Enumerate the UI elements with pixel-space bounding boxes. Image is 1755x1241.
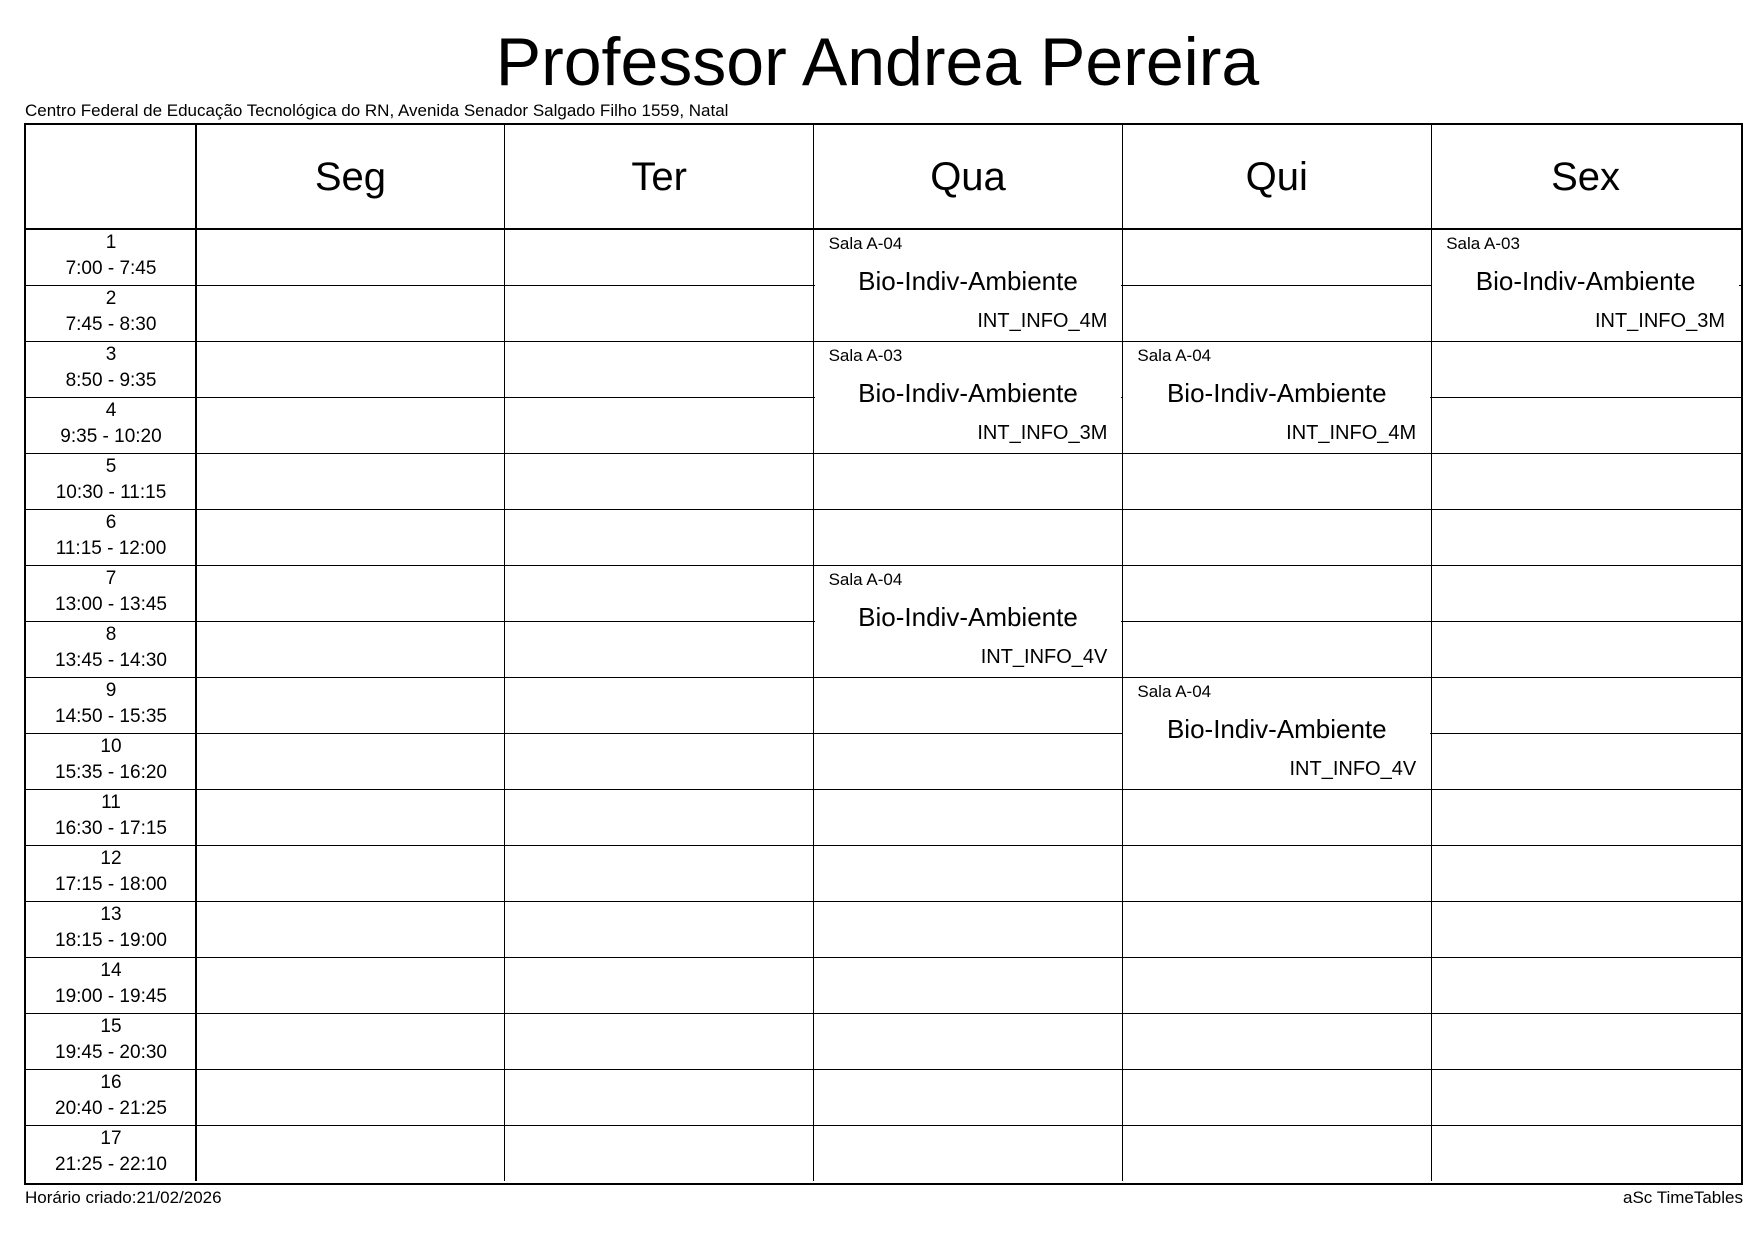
period-label [26,621,196,677]
period-time: 8:50 - 9:35 [65,370,157,391]
row-divider [26,845,1741,846]
period-number: 15 [100,1016,122,1037]
page-title: Professor Andrea Pereira [495,24,1260,100]
period-label [26,229,196,285]
period-time: 21:25 - 22:10 [55,1154,167,1175]
timetable-grid [24,123,1743,1185]
period-number: 17 [100,1128,122,1149]
period-time: 7:00 - 7:45 [65,258,157,279]
period-time: 19:45 - 20:30 [55,1042,167,1063]
period-number: 16 [100,1072,122,1093]
column-divider [504,125,505,1181]
day-header: Ter [631,154,687,199]
lesson-subject: Bio-Indiv-Ambiente [858,602,1078,632]
lesson-subject: Bio-Indiv-Ambiente [1166,378,1387,408]
row-divider [26,1013,1741,1014]
lesson-class: INT_INFO_4M [977,310,1108,332]
period-label [26,957,196,1013]
row-divider [26,957,1741,958]
period-number: 6 [105,512,117,533]
row-divider [26,677,1741,678]
lesson-card[interactable] [815,230,1122,340]
row-divider [26,1125,1741,1126]
lesson-card[interactable] [1432,230,1739,340]
period-label [26,1069,196,1125]
period-label [26,901,196,957]
period-number: 2 [105,288,117,309]
period-time: 13:45 - 14:30 [55,650,167,671]
lesson-subject: Bio-Indiv-Ambiente [858,266,1078,296]
period-time: 17:15 - 18:00 [55,874,167,895]
lesson-room: Sala A-04 [828,570,903,589]
period-number: 1 [105,232,117,253]
lesson-card[interactable] [815,566,1122,676]
period-label [26,285,196,341]
lesson-class: INT_INFO_3M [1594,310,1725,332]
period-time: 9:35 - 10:20 [60,426,162,447]
period-label [26,397,196,453]
day-header: Qua [930,154,1006,199]
column-divider [1122,125,1123,1181]
period-label [26,341,196,397]
period-time: 10:30 - 11:15 [55,482,167,503]
software-credit: aSc TimeTables [1623,1188,1743,1207]
day-header: Seg [314,154,386,199]
period-time: 15:35 - 16:20 [55,762,167,783]
row-divider [26,509,1741,510]
period-number: 3 [105,344,117,365]
period-label [26,565,196,621]
lesson-subject: Bio-Indiv-Ambiente [1475,266,1696,296]
lesson-class: INT_INFO_3M [977,422,1108,444]
lesson-room: Sala A-04 [828,234,903,253]
lesson-room: Sala A-04 [1137,682,1212,701]
period-number: 7 [105,568,117,589]
lesson-class: INT_INFO_4M [1286,422,1417,444]
lesson-room: Sala A-04 [1137,346,1212,365]
row-divider [26,901,1741,902]
lesson-card[interactable] [1123,678,1430,788]
row-divider [26,453,1741,454]
period-time: 14:50 - 15:35 [55,706,167,727]
row-divider [26,1069,1741,1070]
period-time: 13:00 - 13:45 [55,594,167,615]
row-divider [26,789,1741,790]
period-label [26,1013,196,1069]
lesson-subject: Bio-Indiv-Ambiente [1166,714,1387,744]
period-number: 11 [101,792,121,813]
lesson-class: INT_INFO_4V [980,646,1108,668]
day-header: Sex [1551,154,1621,199]
period-label [26,1125,196,1181]
period-time: 18:15 - 19:00 [55,930,167,951]
period-label [26,733,196,789]
period-time: 16:30 - 17:15 [55,818,167,839]
lesson-class: INT_INFO_4V [1289,758,1417,780]
period-number: 9 [105,680,117,701]
lesson-room: Sala A-03 [828,346,903,365]
period-time: 11:15 - 12:00 [55,538,167,559]
period-number: 4 [105,400,117,421]
period-number: 14 [100,960,122,981]
period-number: 12 [100,848,122,869]
period-label [26,789,196,845]
created-date: Horário criado:21/02/2026 [25,1188,222,1207]
period-number: 10 [100,736,122,757]
lesson-room: Sala A-03 [1446,234,1520,253]
day-header: Qui [1245,154,1308,199]
row-divider [26,733,1741,734]
lesson-card[interactable] [815,342,1122,452]
period-number: 8 [105,624,117,645]
lesson-card[interactable] [1123,342,1430,452]
period-time: 19:00 - 19:45 [55,986,167,1007]
period-number: 5 [105,456,117,477]
period-time: 20:40 - 21:25 [55,1098,167,1119]
period-label [26,453,196,509]
period-label [26,677,196,733]
period-label [26,509,196,565]
lesson-subject: Bio-Indiv-Ambiente [858,378,1078,408]
period-time: 7:45 - 8:30 [65,314,157,335]
period-label [26,845,196,901]
period-number: 13 [100,904,122,925]
school-address: Centro Federal de Educação Tecnológica do RN, Avenida Senador Salgado Filho 1559, Natal [25,101,729,120]
